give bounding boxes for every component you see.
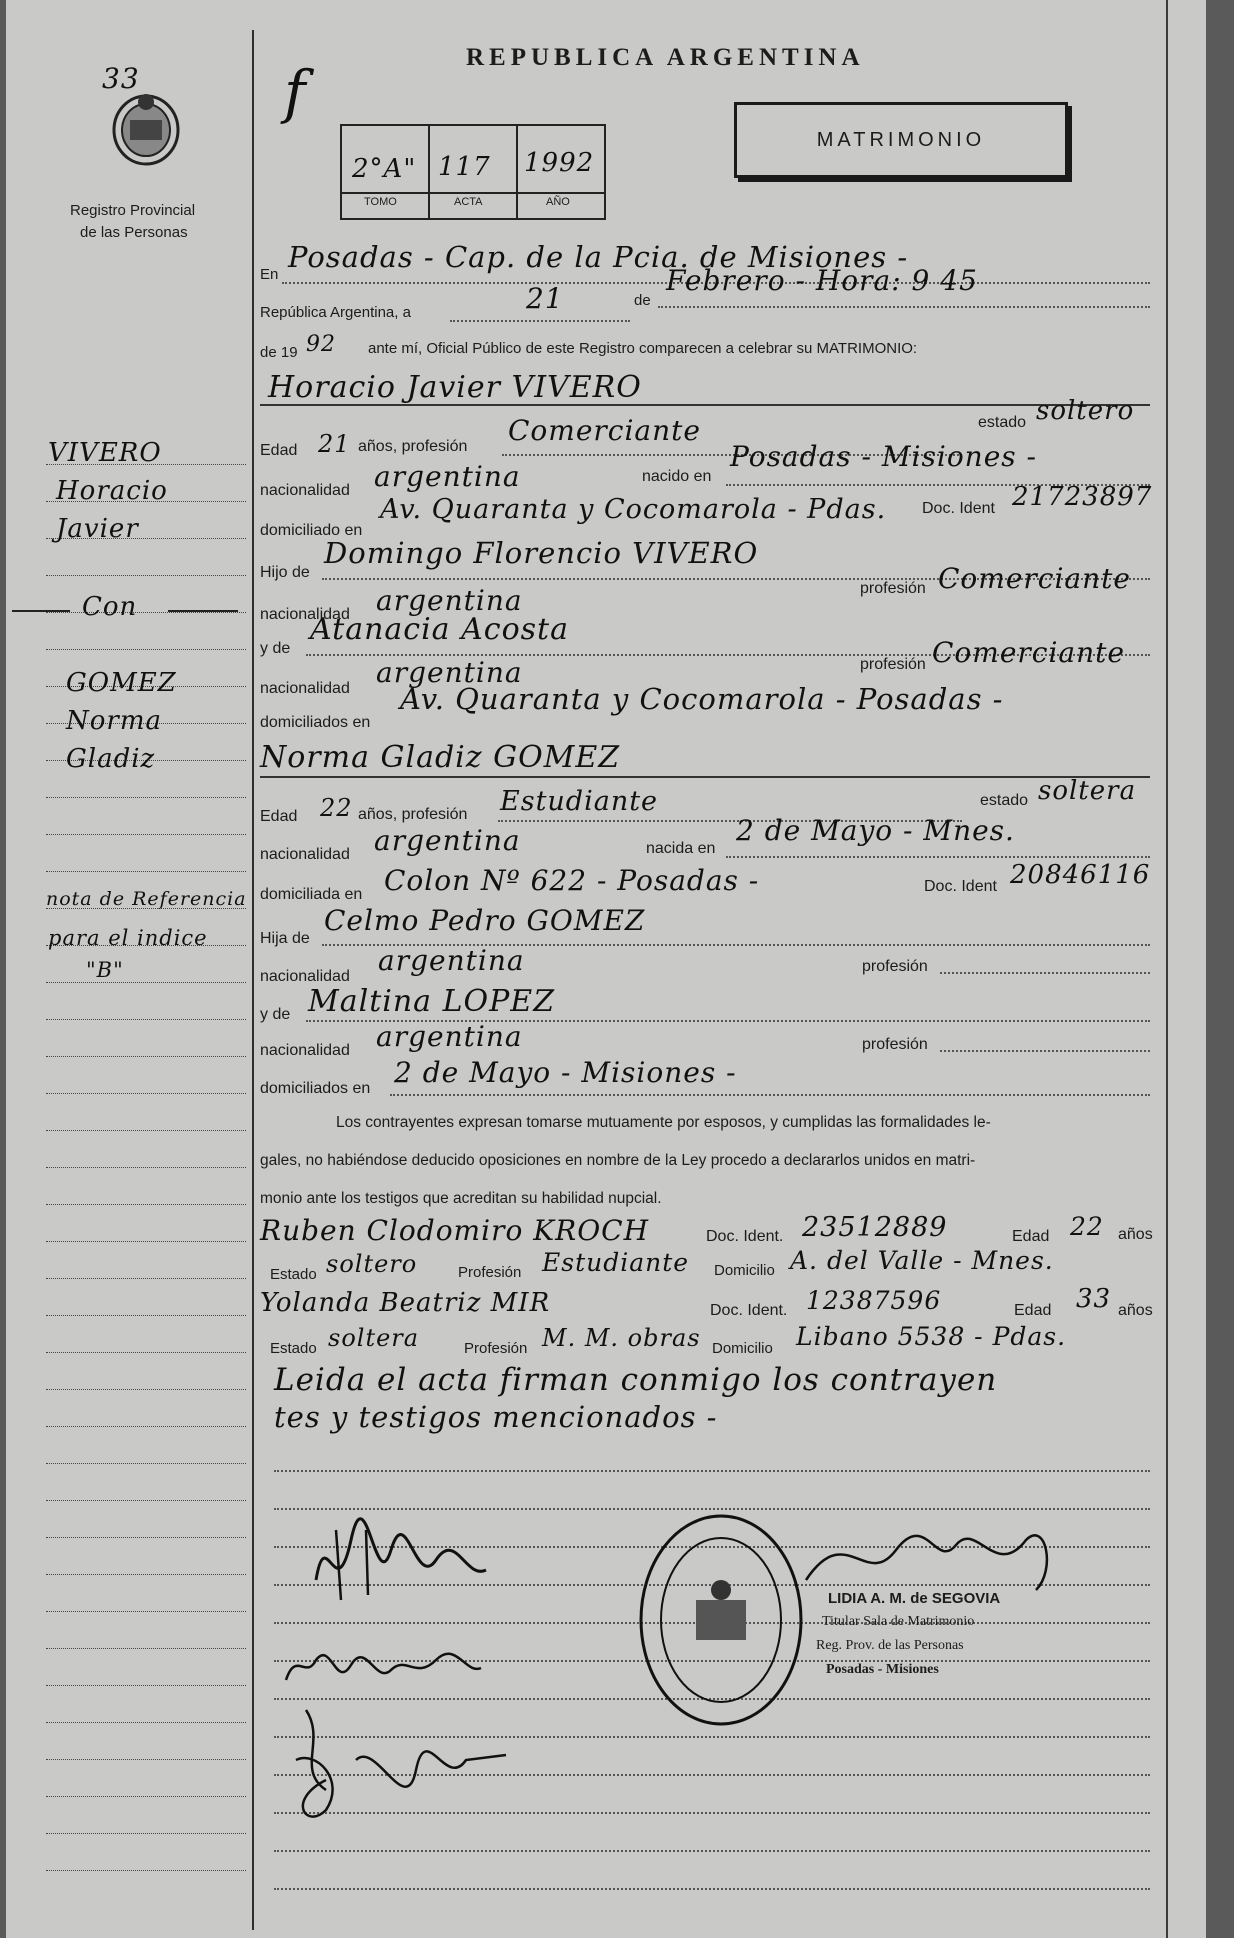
groom-signature — [296, 1500, 506, 1620]
margin-rule — [46, 612, 246, 613]
bride-mother: Maltina LOPEZ — [308, 984, 556, 1019]
label-groom-estado: estado — [978, 414, 1027, 431]
label-bride-edad: Edad — [260, 808, 298, 825]
label-groom-nac: nacionalidad — [260, 482, 350, 499]
bride-domicilio: Colon Nº 622 - Posadas - — [384, 864, 760, 897]
label-groom-mother-nac: nacionalidad — [260, 680, 350, 697]
official-registro: Reg. Prov. de las Personas — [816, 1638, 964, 1653]
label-bride-yde: y de — [260, 1006, 291, 1023]
label-witness2-dom: Domicilio — [712, 1340, 773, 1357]
label-witness1-edad: Edad — [1012, 1228, 1050, 1245]
registry-name-line2: de las Personas — [80, 224, 188, 241]
bride-name: Norma Gladiz GOMEZ — [260, 740, 621, 775]
body-rule — [274, 1470, 1150, 1472]
margin-rule — [46, 797, 246, 798]
label-groom-dom: domiciliado en — [260, 522, 363, 539]
witness1-prof: Estudiante — [542, 1248, 690, 1277]
label-witness1-estado: Estado — [270, 1266, 317, 1283]
acta-value: 117 — [438, 152, 491, 182]
label-groom-doc: Doc. Ident — [922, 500, 995, 517]
groom-nacido: Posadas - Misiones - — [730, 440, 1038, 473]
label-groom-father-prof: profesión — [860, 580, 926, 597]
official-lugar: Posadas - Misiones — [826, 1662, 939, 1677]
label-witness1-doc: Doc. Ident. — [706, 1228, 784, 1245]
label-witness2-edad: Edad — [1014, 1302, 1052, 1319]
label-witness2-anios: años — [1118, 1302, 1153, 1319]
margin-rule — [46, 1611, 246, 1612]
label-groom-prof: años, profesión — [358, 438, 468, 455]
margin-rule — [46, 1130, 246, 1131]
margin-rule — [46, 1870, 246, 1871]
margin-rule — [46, 1204, 246, 1205]
month-hour-text: Febrero - Hora: 9 45 — [666, 264, 978, 297]
anio-label: AÑO — [546, 196, 570, 208]
margin-con-right-dash — [168, 610, 238, 612]
label-oficial: ante mí, Oficial Público de este Registro comparecen a celebrar su MATRIMONIO: — [368, 340, 918, 357]
day-text: 21 — [526, 282, 564, 315]
margin-bride-first: Norma — [66, 706, 162, 736]
margin-groom-first: Horacio — [56, 476, 168, 506]
label-bride-nacida: nacida en — [646, 840, 716, 857]
label-en: En — [260, 266, 279, 283]
bride-mother-nac: argentina — [376, 1020, 523, 1053]
label-witness2-estado: Estado — [270, 1340, 317, 1357]
groom-profesion: Comerciante — [508, 414, 701, 447]
margin-rule — [46, 982, 246, 983]
label-witness1-prof: Profesión — [458, 1264, 522, 1281]
label-de19: de 19 — [260, 344, 298, 361]
margin-rule — [46, 1796, 246, 1797]
witness1-domicilio: A. del Valle - Mnes. — [790, 1246, 1054, 1275]
margin-rule — [46, 1685, 246, 1686]
margin-con: Con — [82, 592, 138, 622]
paragraph-line2: gales, no habiéndose deducido oposiciones en nombre de la Ley procedo a declararlos unidos en matri- — [260, 1152, 976, 1169]
witness2-prof: M. M. obras — [542, 1324, 701, 1352]
witness2-name: Yolanda Beatriz MIR — [260, 1288, 551, 1318]
witness1-doc: 23512889 — [802, 1212, 948, 1243]
bride-nacida: 2 de Mayo - Mnes. — [736, 814, 1015, 847]
label-witness2-prof: Profesión — [464, 1340, 528, 1357]
witness1-estado: soltero — [326, 1250, 418, 1278]
paragraph-line1: Los contrayentes expresan tomarse mutuamente por esposos, y cumplidas las formalidades le- — [336, 1114, 991, 1131]
label-witness2-doc: Doc. Ident. — [710, 1302, 788, 1319]
margin-rule — [46, 1315, 246, 1316]
label-groom-yde: y de — [260, 640, 291, 657]
groom-father-prof: Comerciante — [938, 562, 1131, 595]
official-name: LIDIA A. M. de SEGOVIA — [828, 1590, 1001, 1607]
initial-mark: f — [284, 58, 307, 126]
label-bride-hija: Hija de — [260, 930, 310, 947]
official-round-stamp-icon — [636, 1510, 806, 1730]
margin-rule — [46, 1722, 246, 1723]
paragraph-line3: monio ante los testigos que acreditan su habilidad nupcial. — [260, 1190, 662, 1207]
acta-label: ACTA — [454, 196, 483, 208]
label-groom-nacido: nacido en — [642, 468, 712, 485]
label-witness1-anios: años — [1118, 1226, 1153, 1243]
label-bride-nac: nacionalidad — [260, 846, 350, 863]
bride-doc: 20846116 — [1010, 860, 1151, 890]
certificate-page — [6, 0, 1206, 1938]
margin-rule — [46, 1833, 246, 1834]
tomo-acta-table — [340, 124, 606, 220]
page-number: 33 — [102, 62, 140, 95]
body-rule — [274, 1888, 1150, 1890]
margin-bride-second: Gladiz — [66, 744, 156, 774]
province-coat-of-arms-icon — [106, 80, 186, 170]
margin-rule — [46, 1537, 246, 1538]
groom-father: Domingo Florencio VIVERO — [324, 536, 759, 570]
act-type-box — [734, 102, 1068, 178]
margin-rule — [46, 1463, 246, 1464]
country-title: REPUBLICA ARGENTINA — [466, 44, 865, 71]
label-bride-father-nac: nacionalidad — [260, 968, 350, 985]
bride-signature — [276, 1630, 496, 1700]
margin-rule — [46, 871, 246, 872]
label-bride-mother-nac: nacionalidad — [260, 1042, 350, 1059]
margin-rule — [46, 1389, 246, 1390]
groom-mother-nac: argentina — [376, 656, 523, 689]
margin-note-line1: nota de Referencia — [46, 888, 247, 910]
groom-domicilio: Av. Quaranta y Cocomarola - Pdas. — [380, 494, 887, 525]
bride-parents-dom: 2 de Mayo - Misiones - — [394, 1056, 737, 1089]
margin-rule — [46, 1500, 246, 1501]
groom-edad: 21 — [318, 430, 351, 458]
groom-mother: Atanacia Acosta — [310, 612, 569, 647]
margin-divider — [252, 30, 254, 1930]
official-cargo: Titular Sala de Matrimonio — [822, 1614, 975, 1629]
label-bride-dom: domiciliada en — [260, 886, 363, 903]
page-edge — [1166, 0, 1168, 1938]
margin-rule — [46, 1648, 246, 1649]
margin-bride-surname: GOMEZ — [66, 668, 177, 698]
groom-doc: 21723897 — [1012, 482, 1153, 512]
label-de: de — [634, 292, 651, 309]
label-groom-edad: Edad — [260, 442, 298, 459]
witness-signatures — [266, 1700, 516, 1830]
bride-profesion: Estudiante — [500, 786, 659, 817]
groom-father-nac: argentina — [376, 584, 523, 617]
label-witness1-dom: Domicilio — [714, 1262, 775, 1279]
label-bride-doc: Doc. Ident — [924, 878, 997, 895]
label-republica: República Argentina, a — [260, 304, 411, 321]
margin-rule — [46, 834, 246, 835]
bride-estado: soltera — [1038, 776, 1137, 806]
tomo-value: 2°A" — [352, 154, 417, 184]
anio-value: 1992 — [524, 148, 595, 178]
place-text: Posadas - Cap. de la Pcia. de Misiones - — [288, 240, 909, 274]
margin-rule — [46, 575, 246, 576]
margin-rule — [46, 1167, 246, 1168]
tomo-label: TOMO — [364, 196, 397, 208]
witness1-edad: 22 — [1070, 1212, 1104, 1241]
margin-rule — [46, 1352, 246, 1353]
bride-father: Celmo Pedro GOMEZ — [324, 904, 646, 937]
margin-con-left-dash — [12, 610, 70, 612]
body-rule — [274, 1850, 1150, 1852]
closing-line1: Leida el acta firman conmigo los contrayen — [274, 1362, 998, 1398]
witness2-edad: 33 — [1076, 1284, 1112, 1314]
label-bride-estado: estado — [980, 792, 1029, 809]
bride-father-nac: argentina — [378, 944, 525, 977]
witness1-name: Ruben Clodomiro KROCH — [260, 1214, 650, 1247]
margin-note-line2: para el indice — [48, 926, 208, 950]
margin-rule — [46, 1241, 246, 1242]
witness2-estado: soltera — [328, 1324, 420, 1352]
margin-groom-second: Javier — [56, 514, 139, 544]
label-groom-father-nac: nacionalidad — [260, 606, 350, 623]
groom-estado: soltero — [1036, 396, 1135, 426]
closing-line2: tes y testigos mencionados - — [274, 1400, 718, 1434]
label-bride-father-prof: profesión — [862, 958, 928, 975]
label-bride-mother-prof: profesión — [862, 1036, 928, 1053]
groom-parents-dom: Av. Quaranta y Cocomarola - Posadas - — [400, 682, 1004, 716]
groom-name: Horacio Javier VIVERO — [268, 370, 642, 405]
year-suffix: 92 — [306, 332, 336, 357]
act-type-label: MATRIMONIO — [816, 129, 986, 151]
margin-rule — [46, 1759, 246, 1760]
bride-edad: 22 — [320, 794, 353, 822]
margin-rule — [46, 1426, 246, 1427]
groom-nacionalidad: argentina — [374, 460, 521, 493]
witness2-domicilio: Libano 5538 - Pdas. — [796, 1322, 1067, 1351]
bride-nacionalidad: argentina — [374, 824, 521, 857]
margin-groom-surname: VIVERO — [48, 438, 162, 468]
label-bride-parents-dom: domiciliados en — [260, 1080, 371, 1097]
label-groom-hijo: Hijo de — [260, 564, 310, 581]
margin-rule — [46, 1574, 246, 1575]
label-groom-parents-dom: domiciliados en — [260, 714, 371, 731]
groom-mother-prof: Comerciante — [932, 636, 1125, 669]
label-bride-prof: años, profesión — [358, 806, 468, 823]
margin-rule — [46, 1019, 246, 1020]
registry-name-line1: Registro Provincial — [70, 202, 196, 219]
margin-note-line3: "B" — [86, 958, 124, 982]
label-groom-mother-prof: profesión — [860, 656, 926, 673]
witness2-doc: 12387596 — [806, 1286, 942, 1315]
margin-rule — [46, 1056, 246, 1057]
margin-rule — [46, 1278, 246, 1279]
margin-rule — [46, 649, 246, 650]
margin-rule — [46, 1093, 246, 1094]
